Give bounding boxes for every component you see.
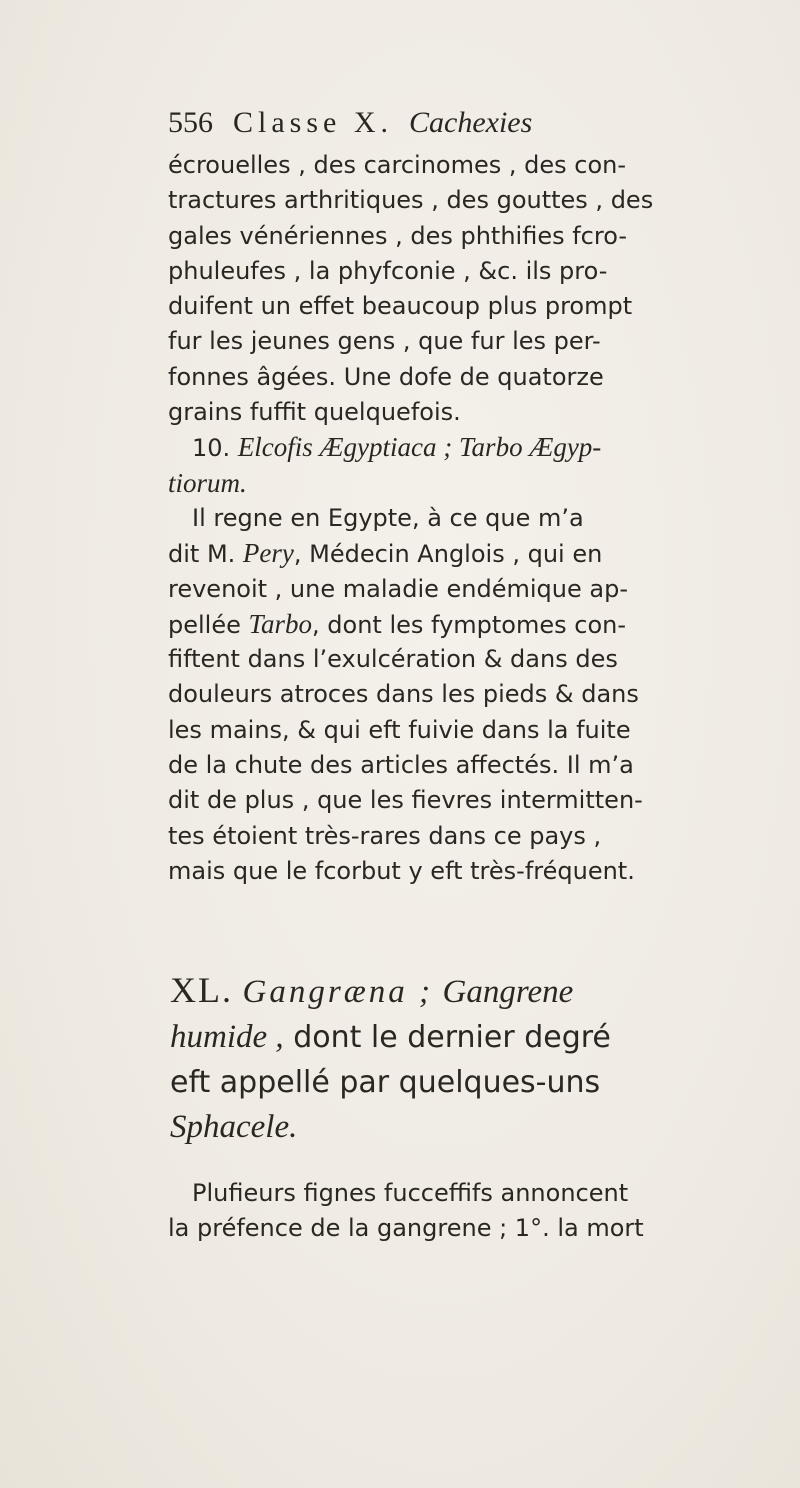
name-pery: Pery xyxy=(242,538,294,569)
section-10-heading-cont xyxy=(168,466,688,501)
section-number: XL. xyxy=(170,970,233,1010)
section-number: 10. xyxy=(192,434,231,463)
text-span: dont le dernier degré xyxy=(283,1020,611,1055)
text-line: revenoit , une maladie endémique ap- xyxy=(168,574,628,603)
text-line: dit de plus , que les fievres intermitten- xyxy=(168,786,643,815)
text-span: , Médecin Anglois , qui en xyxy=(293,540,603,569)
text-line: la préfence de la gangrene ; 1°. la mort xyxy=(168,1214,644,1242)
header-title: Cachexies xyxy=(409,106,533,139)
text-line: fur les jeunes gens , que fur les per- xyxy=(168,327,601,356)
section-xl-heading xyxy=(170,968,690,1015)
text-line: douleurs atroces dans les pieds & dans xyxy=(168,680,639,709)
section-title-cont: tiorum. xyxy=(168,467,247,498)
text-line: fiftent dans l’exulcération & dans des xyxy=(168,645,618,674)
text-line: grains fuffit quelquefois. xyxy=(168,398,461,427)
term-tarbo: Tarbo xyxy=(248,608,313,639)
paragraph-3 xyxy=(168,1176,688,1246)
section-french-title: Gangrene xyxy=(442,974,574,1010)
text-line: fonnes âgées. Une dofe de quatorze xyxy=(168,362,604,391)
text-line: mais que le fcorbut y eft très-fréquent. xyxy=(168,856,635,885)
text-line: tractures arthritiques , des gouttes , des xyxy=(168,186,654,215)
text-line: gales vénériennes , des phthifies fcro- xyxy=(168,221,627,250)
text-line: de la chute des articles affectés. Il m’a xyxy=(168,751,634,780)
section-xl xyxy=(170,968,690,1150)
term-humide: humide , xyxy=(170,1019,284,1055)
section-10-heading xyxy=(168,430,688,465)
text-line: tes étoient très-rares dans ce pays , xyxy=(168,821,602,850)
text-line xyxy=(168,607,688,642)
paragraph-1 xyxy=(168,148,688,889)
text-line xyxy=(170,1015,690,1060)
text-line: Il regne en Egypte, à ce que m’a xyxy=(192,503,584,532)
text-line xyxy=(170,1105,690,1150)
text-span: , dont les fymptomes con- xyxy=(312,610,627,639)
text-line: phuleufes , la phyfconie , &c. ils pro- xyxy=(168,256,608,285)
page-number: 556 xyxy=(168,106,213,139)
term-sphacele: Sphacele. xyxy=(170,1109,298,1145)
page-header xyxy=(168,102,688,144)
text-line xyxy=(168,536,688,571)
section-latin-title: Gangræna ; xyxy=(242,974,433,1010)
section-title: Elcofis Ægyptiaca ; Tarbo Ægyp- xyxy=(237,432,602,463)
text-line: Plufieurs fignes fucceffifs annoncent xyxy=(192,1179,629,1207)
text-line: les mains, & qui eft fuivie dans la fuite xyxy=(168,715,631,744)
header-classe: Classe X. xyxy=(233,106,393,139)
text-span: dit M. xyxy=(168,540,243,569)
text-line: eft appellé par quelques-uns xyxy=(170,1065,601,1100)
text-line: écrouelles , des carcinomes , des con- xyxy=(168,151,627,179)
text-line: duifent un effet beaucoup plus prompt xyxy=(168,292,633,321)
text-span: pellée xyxy=(168,610,249,639)
